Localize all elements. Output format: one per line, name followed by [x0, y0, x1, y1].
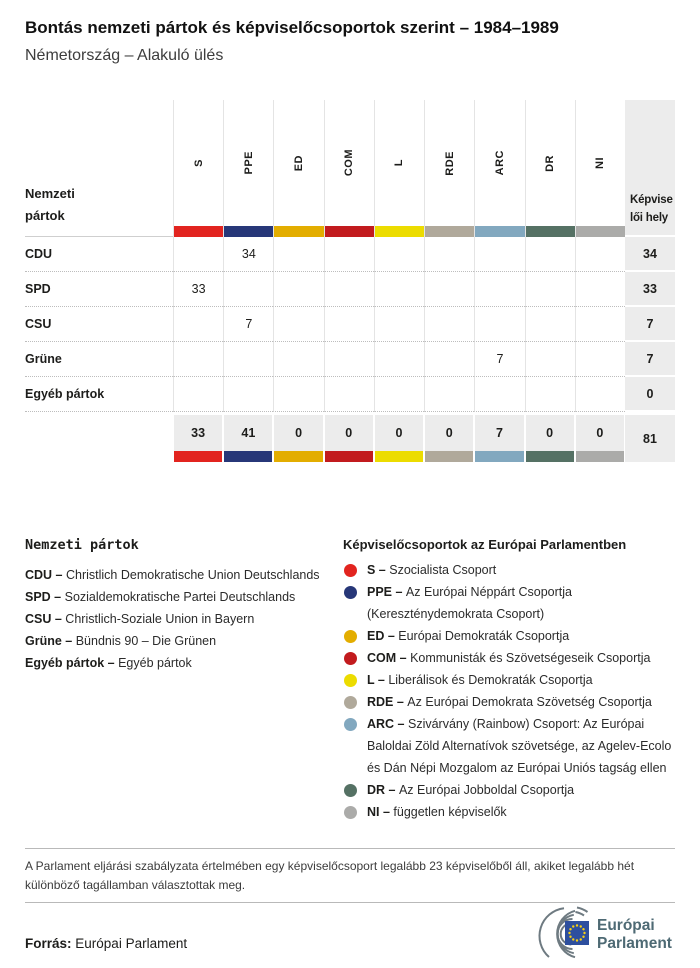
- seat-count-cell: [273, 377, 323, 412]
- group-color-bar: [576, 451, 624, 462]
- legend-party-desc: Sozialdemokratische Partei Deutschlands: [64, 590, 296, 604]
- row-header-cell: [25, 100, 173, 237]
- seat-count-cell: [374, 237, 424, 272]
- legend-group-item: [343, 801, 675, 823]
- column-total-cell: [274, 415, 322, 462]
- seat-count-cell: [575, 307, 625, 342]
- legend-group-desc: Szivárvány (Rainbow) Csoport: Az Európai Baloldai Zöld Alternatívok szövetsége, az Agelev-Ecolo és Dán Népi Mozgalom az Európai Uniós tagság ellen: [367, 717, 672, 775]
- legend-group-desc: Az Európai Demokrata Szövetség Csoportja: [407, 695, 652, 709]
- seat-count-cell: [173, 237, 223, 272]
- legend-color-dot: [344, 718, 357, 731]
- grand-total-value: 81: [643, 431, 657, 446]
- legend-group-desc: Az Európai Néppárt Csoportja (Kereszténydemokrata Csoport): [367, 585, 572, 621]
- group-column-header: [324, 100, 374, 237]
- group-color-bar: [325, 226, 374, 237]
- column-total-value: 33: [174, 415, 222, 451]
- legend-party-desc: Egyéb pártok: [118, 656, 192, 670]
- legend-party-key: CSU –: [25, 612, 66, 626]
- legend-group-desc: Európai Demokraták Csoportja: [398, 629, 570, 643]
- legend-color-dot: [344, 784, 357, 797]
- row-total-cell: 33: [625, 272, 675, 307]
- legend-party-item: [25, 652, 343, 674]
- row-total-cell: 7: [625, 307, 675, 342]
- legend-group-item: [343, 559, 675, 581]
- legend-color-dot: [344, 564, 357, 577]
- eu-flag-icon: [565, 921, 589, 945]
- group-column-header: [474, 100, 524, 237]
- column-total-value: 7: [475, 415, 523, 451]
- seat-count-cell: [173, 342, 223, 377]
- ep-logo-graphic: [520, 906, 678, 962]
- group-column-label: L: [393, 159, 406, 167]
- group-color-bar: [425, 226, 474, 237]
- legend-group-key: L –: [367, 673, 389, 687]
- group-column-header: [173, 100, 223, 237]
- legend-group-item: [343, 713, 675, 779]
- group-color-bar: [375, 451, 423, 462]
- legend-group-desc: Kommunisták és Szövetségeseik Csoportja: [410, 651, 651, 665]
- legend-color-dot: [344, 674, 357, 687]
- group-color-bar: [224, 451, 272, 462]
- seat-count-cell: [474, 377, 524, 412]
- legend-party-key: Egyéb pártok –: [25, 656, 119, 670]
- source-line: [25, 936, 187, 951]
- table-row: [25, 377, 675, 412]
- seat-count-cell: [575, 342, 625, 377]
- group-color-bar: [274, 451, 322, 462]
- legend-group-text: [367, 801, 507, 823]
- seat-count-cell: 33: [173, 272, 223, 307]
- totals-row-spacer: [25, 415, 173, 462]
- table-body: [25, 237, 675, 412]
- seat-count-cell: [273, 342, 323, 377]
- seat-count-cell: [273, 272, 323, 307]
- group-color-bar: [375, 226, 424, 237]
- ep-logo-text: Európai Parlament: [597, 917, 672, 952]
- group-column-label: RDE: [443, 150, 456, 176]
- legend-groups-items: [343, 559, 675, 823]
- group-column-header: [575, 100, 625, 237]
- legend-color-dot: [344, 806, 357, 819]
- seats-table: [25, 100, 675, 462]
- legend-party-item: [25, 630, 343, 652]
- legend-group-key: S –: [367, 563, 390, 577]
- legends: [25, 537, 675, 823]
- seat-count-cell: [374, 272, 424, 307]
- column-total-value: 0: [576, 415, 624, 451]
- group-column-header: [374, 100, 424, 237]
- table-row: [25, 342, 675, 377]
- seat-count-cell: [374, 377, 424, 412]
- column-total-value: 41: [224, 415, 272, 451]
- source-label: Forrás:: [25, 936, 72, 951]
- seat-count-cell: 34: [223, 237, 273, 272]
- group-column-header: [273, 100, 323, 237]
- column-total-cell: [526, 415, 574, 462]
- seat-count-cell: [324, 272, 374, 307]
- legend-group-key: NI –: [367, 805, 394, 819]
- party-name: Grüne: [25, 342, 173, 377]
- group-column-label: NI: [594, 157, 607, 169]
- legend-party-desc: Christlich Demokratische Union Deutschlands: [65, 568, 320, 582]
- column-total-value: 0: [375, 415, 423, 451]
- seat-count-cell: [525, 272, 575, 307]
- divider-bottom: [25, 902, 675, 903]
- grand-total-cell: [625, 415, 675, 462]
- seat-count-cell: [223, 342, 273, 377]
- legend-color-dot: [344, 630, 357, 643]
- column-total-cell: [224, 415, 272, 462]
- legend-color-dot: [344, 652, 357, 665]
- group-color-bar: [526, 451, 574, 462]
- party-name: Egyéb pártok: [25, 377, 173, 412]
- group-color-bar: [224, 226, 273, 237]
- legend-party-item: [25, 586, 343, 608]
- row-total-cell: 34: [625, 237, 675, 272]
- legend-party-item: [25, 608, 343, 630]
- group-color-bar: [274, 226, 323, 237]
- group-color-bar: [475, 451, 523, 462]
- group-color-bar: [475, 226, 524, 237]
- column-total-cell: [375, 415, 423, 462]
- seat-count-cell: [424, 307, 474, 342]
- group-column-header: [424, 100, 474, 237]
- legend-parties-title: Nemzeti pártok: [25, 537, 139, 553]
- legend-party-key: SPD –: [25, 590, 65, 604]
- legend-group-key: ARC –: [367, 717, 408, 731]
- seat-count-cell: [324, 237, 374, 272]
- row-header-label: Nemzeti pártok: [25, 185, 75, 223]
- seat-count-cell: [324, 342, 374, 377]
- legend-group-text: [367, 625, 569, 647]
- seat-count-cell: [324, 377, 374, 412]
- seat-count-cell: [525, 377, 575, 412]
- seat-count-cell: [424, 237, 474, 272]
- legend-group-key: COM –: [367, 651, 411, 665]
- footnote: A Parlament eljárási szabályzata értelmében egy képviselőcsoport legalább 23 képviselőből áll, akiket legalább hét különböző tagállamban választottak meg.: [25, 859, 635, 892]
- table-header-row: [25, 100, 675, 237]
- legend-color-dot: [344, 696, 357, 709]
- ep-logo: [520, 906, 678, 967]
- legend-group-text: [367, 581, 675, 625]
- legend-group-text: [367, 713, 675, 779]
- table-row: [25, 307, 675, 342]
- source-value: Európai Parlament: [75, 936, 188, 951]
- legend-group-desc: Liberálisok és Demokraták Csoportja: [388, 673, 593, 687]
- column-total-value: 0: [425, 415, 473, 451]
- column-total-value: 0: [274, 415, 322, 451]
- seat-count-cell: [374, 342, 424, 377]
- seat-count-cell: [424, 272, 474, 307]
- legend-party-desc: Christlich-Soziale Union in Bayern: [65, 612, 255, 626]
- group-color-bar: [174, 226, 223, 237]
- seat-count-cell: [324, 307, 374, 342]
- seat-count-cell: [173, 377, 223, 412]
- group-column-label: ARC: [493, 150, 506, 176]
- seat-count-cell: [575, 237, 625, 272]
- legend-party-desc: Bündnis 90 – Die Grünen: [75, 634, 217, 648]
- seat-count-cell: [424, 342, 474, 377]
- group-color-bar: [526, 226, 575, 237]
- legend-group-key: ED –: [367, 629, 399, 643]
- group-column-header: [223, 100, 273, 237]
- table-row: [25, 272, 675, 307]
- row-total-cell: 0: [625, 377, 675, 412]
- legend-groups: [343, 537, 675, 823]
- column-total-cell: [576, 415, 624, 462]
- legend-group-item: [343, 581, 675, 625]
- seat-count-cell: [525, 342, 575, 377]
- legend-parties-items: [25, 564, 343, 674]
- legend-party-key: Grüne –: [25, 634, 76, 648]
- party-name: CDU: [25, 237, 173, 272]
- legend-group-text: [367, 559, 496, 581]
- group-color-bar: [174, 451, 222, 462]
- row-total-cell: 7: [625, 342, 675, 377]
- seat-count-cell: [575, 377, 625, 412]
- legend-party-key: CDU –: [25, 568, 66, 582]
- legend-group-key: PPE –: [367, 585, 406, 599]
- seat-count-cell: [474, 307, 524, 342]
- page-subtitle: Németország – Alakuló ülés: [25, 47, 224, 64]
- seat-count-cell: [474, 237, 524, 272]
- group-column-header: [525, 100, 575, 237]
- column-total-cell: [174, 415, 222, 462]
- seat-count-cell: [575, 272, 625, 307]
- legend-group-text: [367, 647, 650, 669]
- group-column-label: PPE: [242, 151, 255, 175]
- legend-party-item: [25, 564, 343, 586]
- legend-group-desc: független képviselők: [393, 805, 507, 819]
- seats-column-label: Képvise​lői hely: [629, 194, 673, 225]
- legend-group-desc: Szocialista Csoport: [389, 563, 497, 577]
- seat-count-cell: [173, 307, 223, 342]
- column-total-cell: [325, 415, 373, 462]
- legend-group-key: DR –: [367, 783, 399, 797]
- seats-column-header: [625, 100, 675, 237]
- seat-count-cell: [424, 377, 474, 412]
- table-row: [25, 237, 675, 272]
- legend-groups-title: Képviselőcsoportok az Európai Parlamentben: [343, 537, 627, 552]
- group-column-label: COM: [343, 149, 356, 177]
- page-title: Bontás nemzeti pártok és képviselőcsoportok szerint – 1984–1989: [25, 18, 559, 37]
- legend-color-dot: [344, 586, 357, 599]
- seat-count-cell: [474, 272, 524, 307]
- legend-national-parties: [25, 537, 343, 823]
- seat-count-cell: [273, 307, 323, 342]
- legend-group-key: RDE –: [367, 695, 408, 709]
- group-color-bar: [576, 226, 625, 237]
- party-name: CSU: [25, 307, 173, 342]
- legend-group-item: [343, 779, 675, 801]
- column-total-cell: [475, 415, 523, 462]
- divider-top: [25, 848, 675, 849]
- seat-count-cell: [223, 272, 273, 307]
- column-total-cell: [425, 415, 473, 462]
- legend-group-desc: Az Európai Jobboldal Csoportja: [398, 783, 575, 797]
- legend-group-item: [343, 669, 675, 691]
- group-column-label: ED: [293, 154, 306, 172]
- party-name: SPD: [25, 272, 173, 307]
- group-column-label: DR: [544, 154, 557, 172]
- seat-count-cell: [223, 377, 273, 412]
- legend-group-item: [343, 625, 675, 647]
- group-column-label: S: [192, 159, 205, 167]
- legend-group-item: [343, 691, 675, 713]
- seat-count-cell: 7: [223, 307, 273, 342]
- seat-count-cell: [525, 307, 575, 342]
- totals-row: [25, 415, 675, 462]
- legend-group-item: [343, 647, 675, 669]
- seat-count-cell: [374, 307, 424, 342]
- legend-group-text: [367, 691, 652, 713]
- seat-count-cell: [525, 237, 575, 272]
- legend-group-text: [367, 669, 593, 691]
- legend-group-text: [367, 779, 574, 801]
- column-total-value: 0: [526, 415, 574, 451]
- group-color-bar: [425, 451, 473, 462]
- group-color-bar: [325, 451, 373, 462]
- column-total-value: 0: [325, 415, 373, 451]
- seat-count-cell: [273, 237, 323, 272]
- seat-count-cell: 7: [474, 342, 524, 377]
